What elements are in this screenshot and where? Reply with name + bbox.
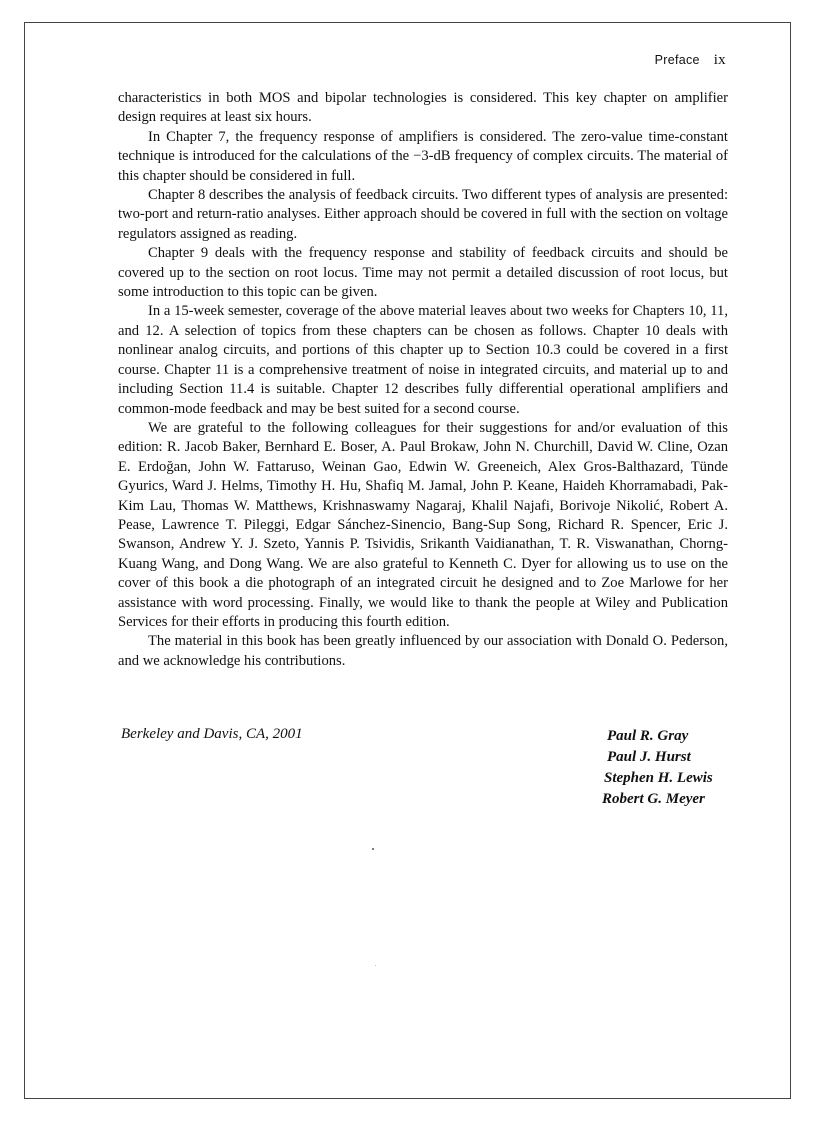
paragraph-continuation: characteristics in both MOS and bipolar technologies is considered. This key chapter on amplifier design requires at least six hours. [118, 90, 728, 126]
page-number: ix [713, 52, 726, 68]
author-name: Paul R. Gray [607, 728, 689, 744]
scan-speck [372, 848, 374, 850]
paragraph-semester-coverage: In a 15-week semester, coverage of the above material leaves about two weeks for Chapters 10, 11, and 12. A selection of topics from these chapters can be chosen as follows. Chapter 10 deals with nonlinear analog circuits, and portions of this chapter up to Section 10.3 could be covered in a first course. Chapter 11 is a comprehensive treatment of noise in integrated circuits, and material up to and including Section 11.4 is suitable. Chapter 12 describes fully differential operational amplifiers and common-mode feedback and may be best suited for a second course. [118, 303, 728, 417]
place-and-date: Berkeley and Davis, CA, 2001 [121, 726, 303, 742]
paragraph-chapter-7: In Chapter 7, the frequency response of amplifiers is considered. The zero-value time-constant technique is introduced for the calculations of the −3-dB frequency of complex circuits. The material of this chapter should be considered in full. [118, 128, 728, 184]
paragraph-pederson: The material in this book has been greatly influenced by our association with Donald O. Pederson, and we acknowledge his contributions. [118, 633, 728, 669]
author-signatures [600, 726, 740, 810]
running-header [655, 52, 726, 69]
author-name: Paul J. Hurst [607, 749, 691, 765]
body-text [118, 89, 728, 671]
paragraph-chapter-8: Chapter 8 describes the analysis of feedback circuits. Two different types of analysis are presented: two-port and return-ratio analyses. Either approach should be covered in full with the section on voltage regulators assigned as reading. [118, 187, 728, 242]
paragraph-chapter-9: Chapter 9 deals with the frequency response and stability of feedback circuits and should be covered up to the section on root locus. Time may not permit a detailed discussion of root locus, but some introduction to this topic can be given. [118, 245, 728, 301]
author-name: Stephen H. Lewis [604, 770, 713, 786]
scan-speck [375, 965, 376, 966]
author-name: Robert G. Meyer [602, 791, 705, 807]
paragraph-acknowledgments: We are grateful to the following colleagues for their suggestions for and/or evaluation of this edition: R. Jacob Baker, Bernhard E. Boser, A. Paul Brokaw, John N. Churchill, David W. Cline, Ozan E. Erdoğan, John W. Fattaruso, Weinan Gao, Edwin W. Greeneich, Alex Gros-Balthazard, Tünde Gyurics, Ward J. Helms, Timothy H. Hu, Shafiq M. Jamal, John P. Keane, Haideh Khorramabadi, Pak-Kim Lau, Thomas W. Matthews, Krishnaswamy Nagaraj, Khalil Najafi, Borivoje Nikolić, Robert A. Pease, Lawrence T. Pileggi, Edgar Sánchez-Sinencio, Bang-Sup Song, Richard R. Spencer, Eric J. Swanson, Andrew Y. J. Szeto, Yannis P. Tsividis, Srikanth Vaidianathan, T. R. Viswanathan, Chorng-Kuang Wang, and Dong Wang. We are also grateful to Kenneth C. Dyer for allowing us to use on the cover of this book a die photograph of an integrated circuit he designed and to Zoe Marlowe for her assistance with word processing. Finally, we would like to thank the people at Wiley and Publication Services for their efforts in producing this fourth edition. [118, 419, 728, 630]
section-title: Preface [654, 53, 700, 67]
